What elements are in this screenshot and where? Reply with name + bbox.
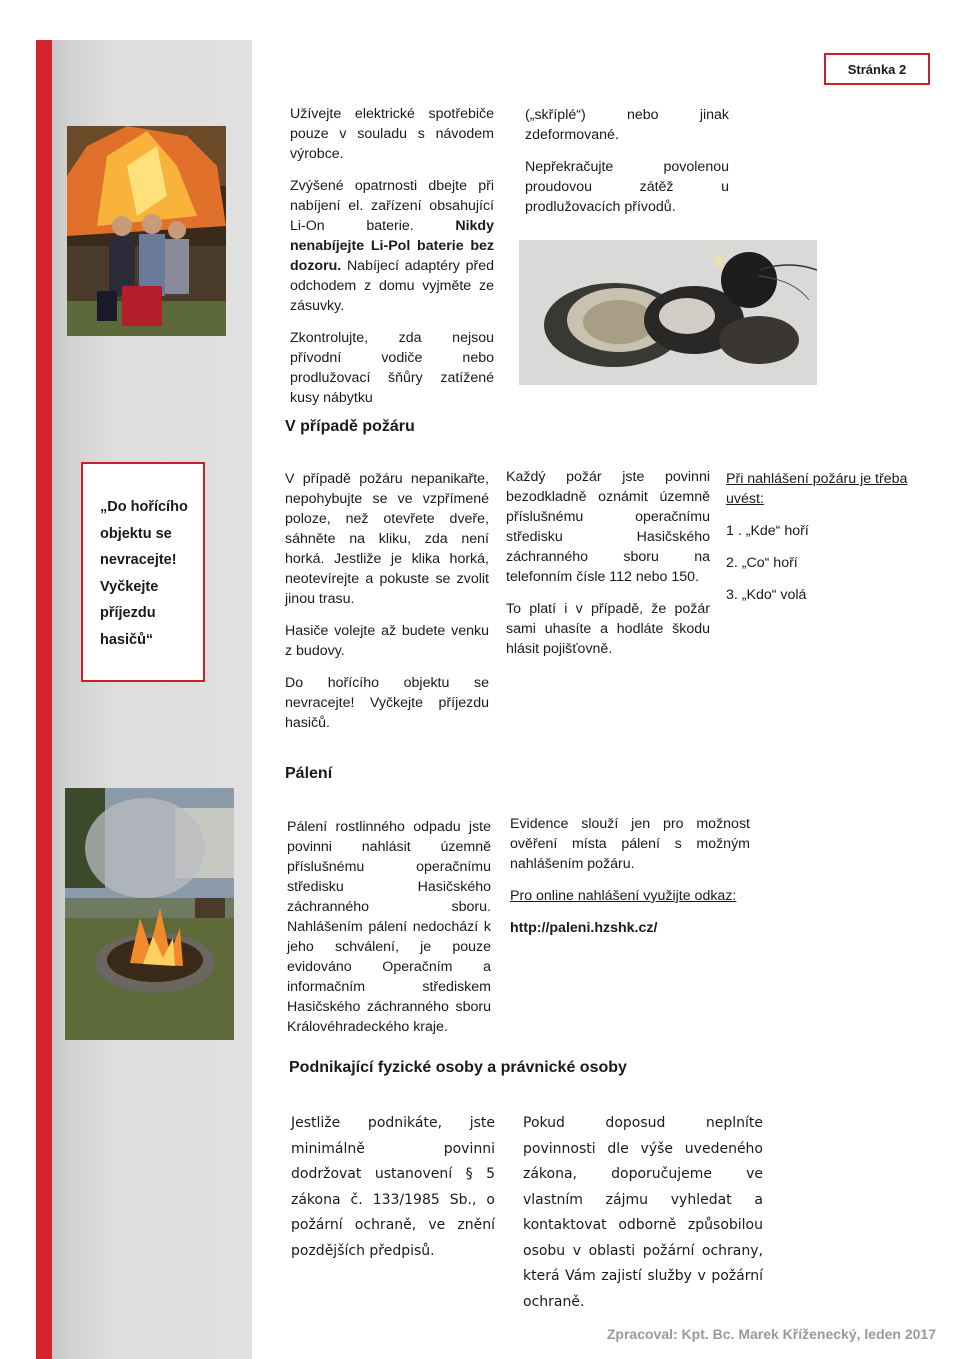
burning-paragraph: Pálení rostlinného odpadu jste povinni nahlásit územně příslušnému operačnímu středisku Hasičského záchranného sboru. Nahlášením pálení nedochází k jeho schválení, je pouze evidováno Operačním a informačním střediskem Hasičského záchranného sboru Královéhradeckého kraje. — [287, 819, 491, 1035]
burning-column-2 — [510, 814, 750, 950]
quote-text: „Do hořícího objektu se nevracejte! Vyčkejte příjezdu hasičů“ — [100, 499, 188, 648]
paragraph-load: Nepřekračujte povolenou proudovou zátěž u prodlužovacích přívodů. — [525, 159, 729, 215]
batteries-warning-bold: Nikdy nenabíjejte Li-Pol baterie bez dozoru. — [290, 218, 494, 274]
business-column-2 — [523, 1111, 763, 1315]
fire-column-3 — [726, 469, 926, 617]
fire-section-heading: V případě požáru — [285, 418, 415, 435]
fire-paragraph-call: Hasiče volejte až budete venku z budovy. — [285, 623, 489, 659]
fire-paragraph-report: Každý požár jste povinni bezodkladně oznámit územně příslušnému operačnímu středisku Hasičského záchranného sboru na telefonním čísle 112 nebo 150. — [506, 469, 710, 585]
paragraph-batteries — [290, 176, 494, 316]
paragraph-cables: Zkontrolujte, zda nejsou přívodní vodiče nebo prodlužovací šňůry zatížené kusy nábytku — [290, 330, 494, 406]
safety-tips-column-1 — [290, 104, 494, 420]
business-paragraph-advice: Pokud doposud neplníte povinnosti dle výše uvedeného zákona, doporučujeme ve vlastním zájmu vyhledat a kontaktovat odborně způsobilou osobu v oblasti požární ochrany, která Vám zajistí služby v požární ochraně. — [523, 1115, 763, 1310]
report-item-what: 2. „Co“ hoří — [726, 555, 798, 571]
online-report-link[interactable]: http://paleni.hzshk.cz/ — [510, 920, 658, 936]
batteries-text-a: Zvýšené opatrnosti dbejte při nabíjení el. zařízení obsahující Li-On baterie. — [290, 178, 494, 234]
fire-paragraph-panic: V případě požáru nepanikařte, nepohybujte se ve vzpřímené poloze, než otevřete dveře, sáhněte na kliku, zda není horká. Jestliže je klika horká, neotevírejte a pokuste se zvolit jinou trasu. — [285, 471, 489, 607]
business-section-heading: Podnikající fyzické osoby a právnické osoby — [289, 1059, 627, 1076]
online-report-label: Pro online nahlášení využijte odkaz: — [510, 888, 737, 904]
burning-column-1 — [287, 817, 491, 1049]
report-item-where: 1 . „Kde“ hoří — [726, 523, 809, 539]
fire-paragraph-return: Do hořícího objektu se nevracejte! Vyčkejte příjezdu hasičů. — [285, 675, 489, 731]
paragraph-deformed: („skříplé“) nebo jinak zdeformované. — [525, 107, 729, 143]
report-item-who: 3. „Kdo“ volá — [726, 587, 807, 603]
evidence-paragraph: Evidence slouží jen pro možnost ověření místa pálení s možným nahlášením požáru. — [510, 816, 750, 872]
burning-section-heading: Pálení — [285, 765, 333, 782]
garden-fire-photo — [65, 788, 234, 1040]
page-number-label: Stránka 2 — [824, 53, 930, 85]
business-paragraph-law: Jestliže podnikáte, jste minimálně povinni dodržovat ustanovení § 5 zákona č. 133/1985 Sb., o požární ochraně, ve znění pozdějších předpisů. — [291, 1115, 495, 1259]
business-column-1 — [291, 1111, 495, 1264]
paragraph-appliances: Užívejte elektrické spotřebiče pouze v souladu s návodem výrobce. — [290, 106, 494, 162]
quote-box — [81, 462, 205, 682]
safety-tips-column-2 — [525, 105, 729, 229]
fire-column-1 — [285, 469, 489, 745]
melted-socket-photo — [519, 240, 817, 385]
fire-column-2 — [506, 467, 710, 671]
report-intro: Při nahlášení požáru je třeba uvést: — [726, 471, 908, 507]
red-accent-bar — [36, 40, 52, 1359]
footer-author: Zpracoval: Kpt. Bc. Marek Kříženecký, leden 2017 — [606, 1326, 936, 1342]
burning-house-photo — [67, 126, 226, 336]
fire-paragraph-insurance: To platí i v případě, že požár sami uhasíte a hodláte škodu hlásit pojišťovně. — [506, 601, 710, 657]
batteries-text-b: Nabíjecí adaptéry před odchodem z domu vyjměte ze zásuvky. — [290, 258, 494, 314]
